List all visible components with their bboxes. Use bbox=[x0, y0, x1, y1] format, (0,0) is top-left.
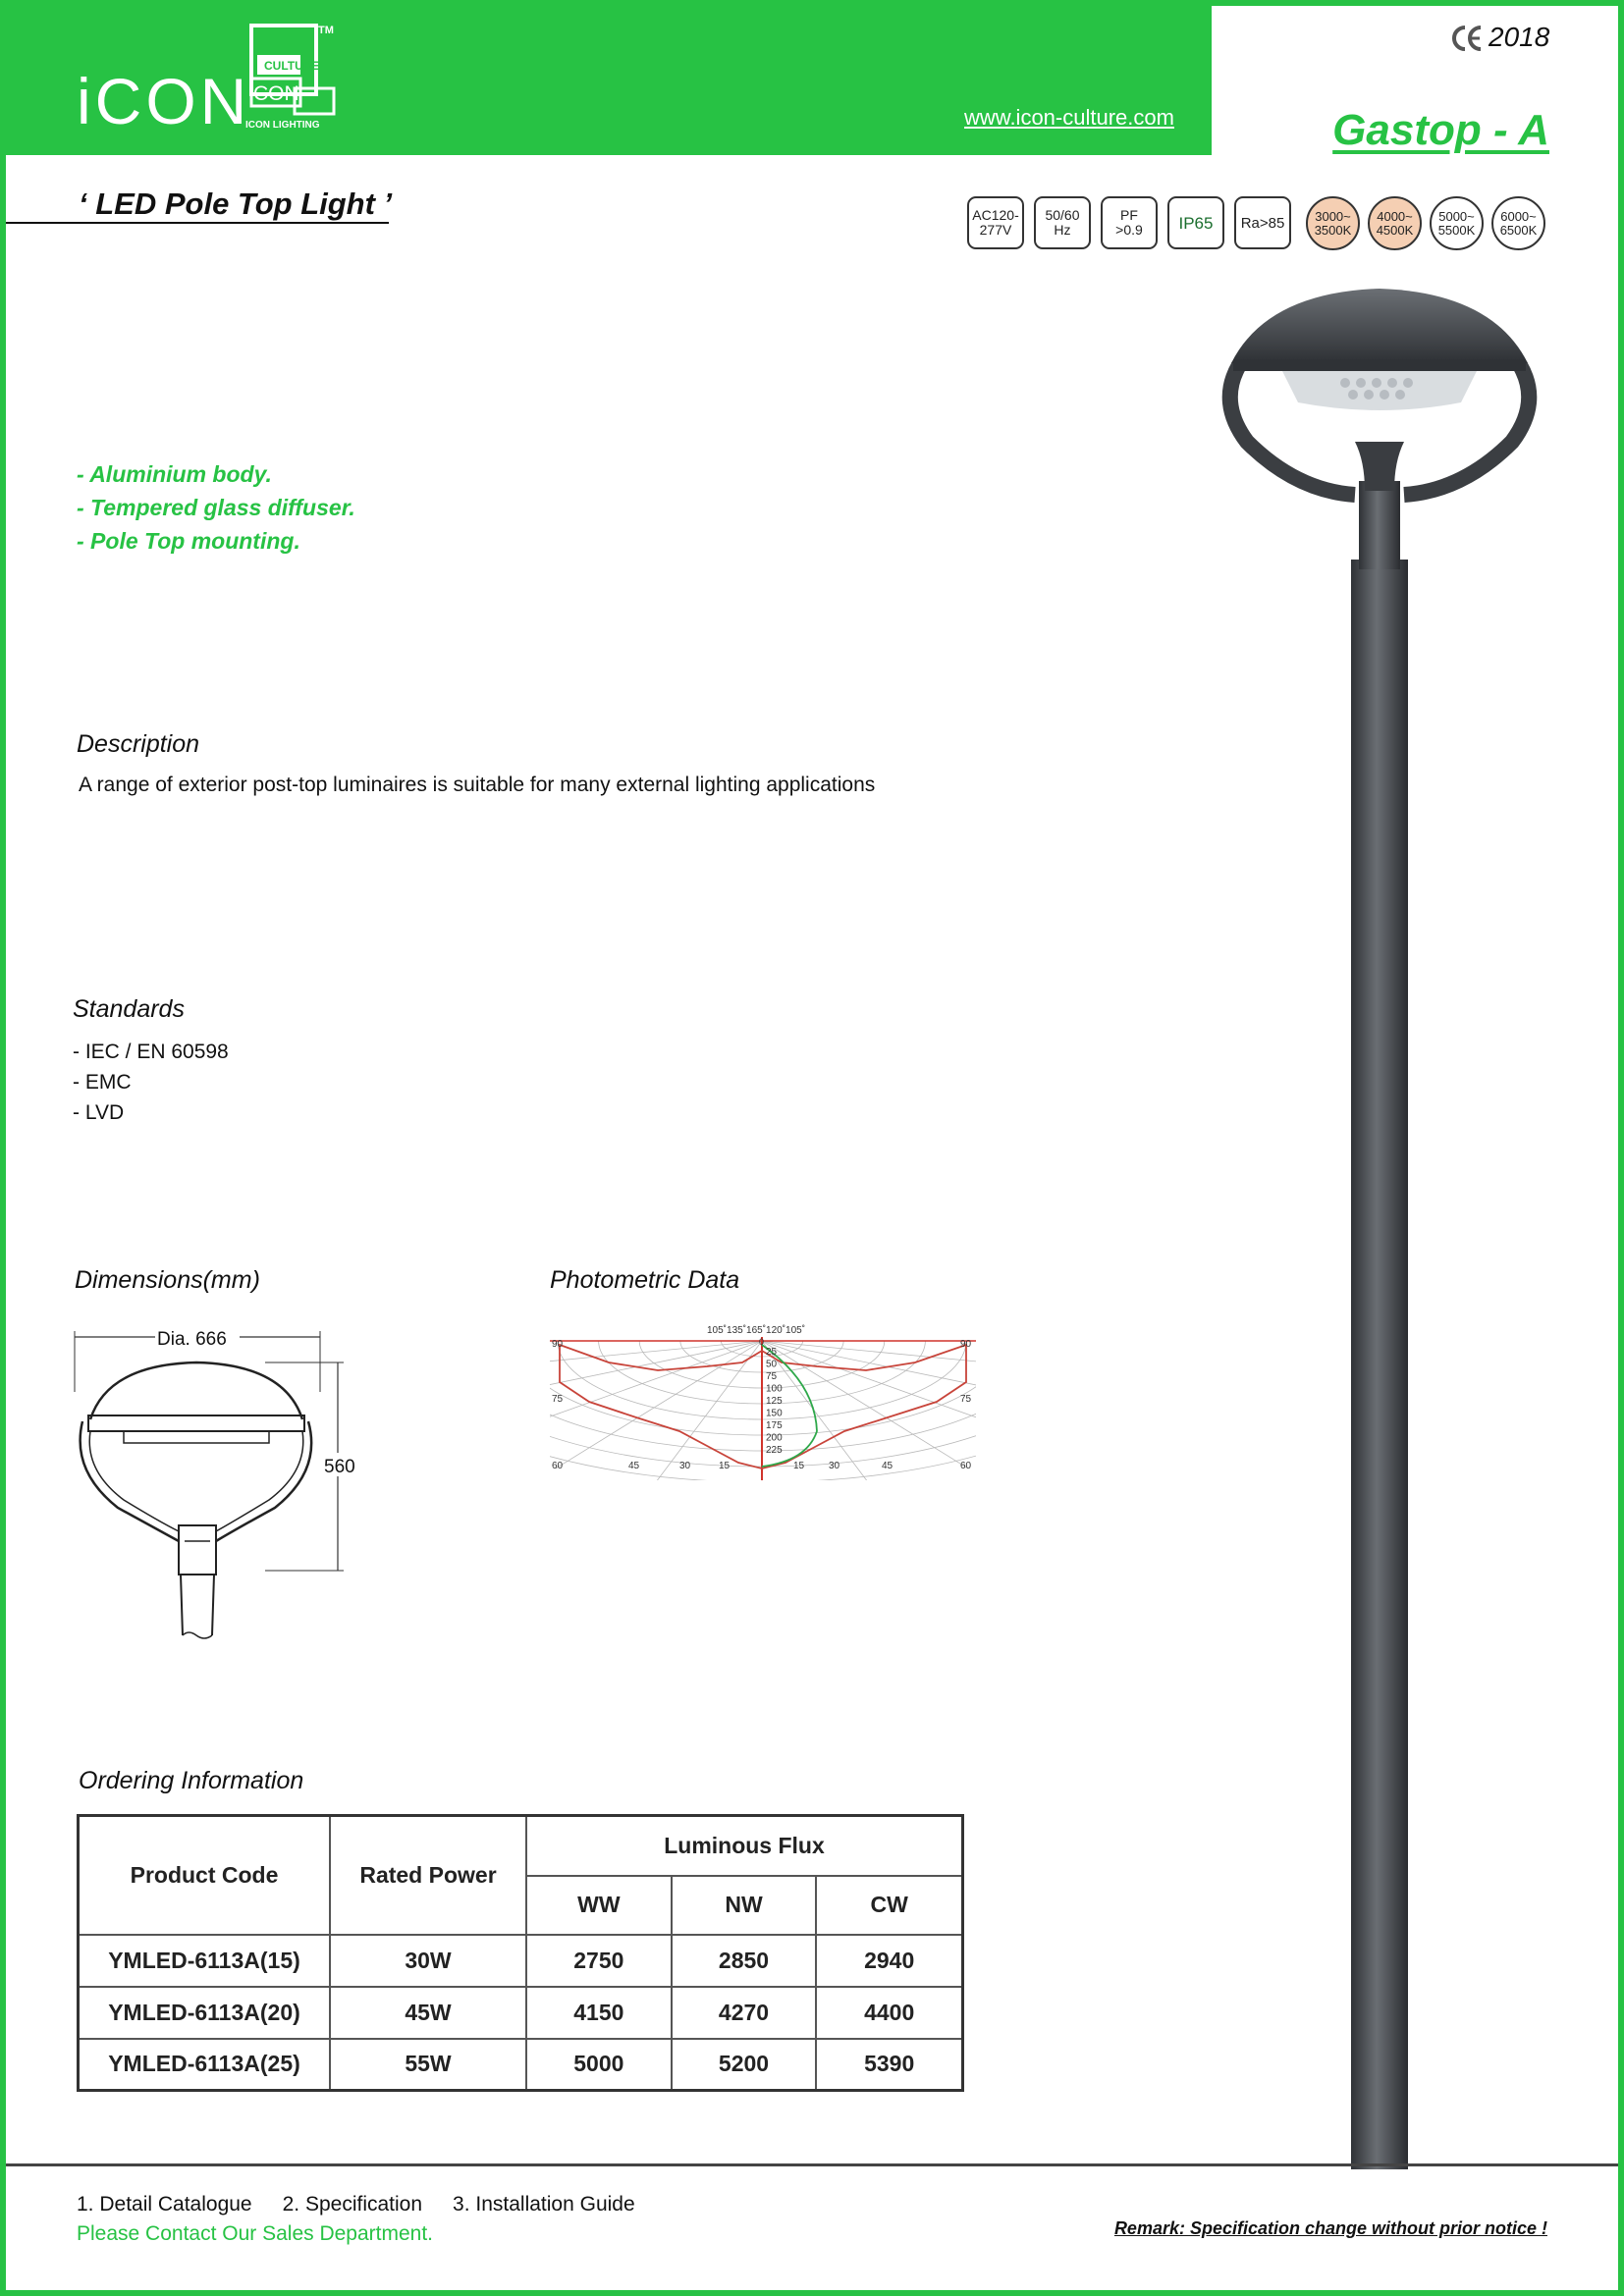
logo-tm: TM bbox=[318, 25, 334, 36]
diameter-label: Dia. 666 bbox=[157, 1329, 227, 1350]
cct-badges bbox=[1306, 196, 1545, 250]
product-pole-light-image bbox=[1208, 285, 1561, 2169]
model-name: Gastop - A bbox=[1332, 106, 1549, 154]
standard-item: - IEC / EN 60598 bbox=[73, 1041, 229, 1063]
left-angle-60: 60 bbox=[552, 1461, 564, 1471]
logo-mark-top-text: CULTURE bbox=[264, 59, 320, 73]
polar-grid-spoke bbox=[550, 1341, 762, 1445]
left-angle-75: 75 bbox=[552, 1394, 564, 1405]
col-ww: WW bbox=[526, 1876, 672, 1935]
col-rated-power: Rated Power bbox=[330, 1816, 526, 1935]
cell-code: YMLED-6113A(25) bbox=[79, 2039, 331, 2091]
polar-grid-spoke bbox=[655, 1341, 762, 1480]
logo-mark-bottom-text: ICON LIGHTING bbox=[245, 120, 320, 131]
feature-item: - Aluminium body. bbox=[77, 461, 272, 487]
top-angle-labels: 105˚135˚165˚120˚105˚ bbox=[707, 1325, 806, 1336]
voltage-badge: AC120- 277V bbox=[967, 196, 1024, 249]
bottom-angle-label: 30 bbox=[679, 1461, 691, 1471]
logo-mark-mid-text: CON bbox=[253, 82, 299, 105]
radial-value-label: 150 bbox=[766, 1408, 783, 1419]
link-installation-guide[interactable]: 3. Installation Guide bbox=[453, 2193, 635, 2216]
polar-grid-spoke bbox=[762, 1341, 968, 1468]
standards-list bbox=[73, 1037, 229, 1128]
description-heading: Description bbox=[77, 730, 200, 758]
ip-rating-badge: IP65 bbox=[1167, 196, 1224, 249]
remark-note: Remark: Specification change without prior notice ! bbox=[1113, 2218, 1547, 2238]
cct-badge-6000: 6000~ 6500K bbox=[1491, 196, 1545, 250]
cell-ww: 5000 bbox=[526, 2039, 672, 2091]
dimensions-heading: Dimensions(mm) bbox=[75, 1266, 260, 1294]
polar-grid-spoke bbox=[762, 1341, 976, 1445]
bottom-angle-label: 15 bbox=[793, 1461, 805, 1471]
cell-power: 45W bbox=[330, 1987, 526, 2039]
left-angle-90: 90 bbox=[552, 1339, 564, 1350]
ordering-table bbox=[77, 1814, 964, 2092]
photometric-heading: Photometric Data bbox=[550, 1266, 740, 1294]
cell-nw: 2850 bbox=[672, 1935, 817, 1987]
brand-logo-text: iCON bbox=[77, 65, 251, 137]
standards-heading: Standards bbox=[73, 995, 185, 1023]
website-link[interactable]: www.icon-culture.com bbox=[964, 105, 1174, 130]
cell-cw: 4400 bbox=[816, 1987, 962, 2039]
description-text: A range of exterior post-top luminaires is suitable for many external lighting applications bbox=[79, 774, 876, 796]
cell-ww: 2750 bbox=[526, 1935, 672, 1987]
dimension-drawing bbox=[69, 1323, 363, 1647]
radial-value-label: 225 bbox=[766, 1445, 783, 1456]
cell-nw: 5200 bbox=[672, 2039, 817, 2091]
right-angle-90: 90 bbox=[960, 1339, 972, 1350]
right-angle-75: 75 bbox=[960, 1394, 972, 1405]
ordering-heading: Ordering Information bbox=[79, 1767, 304, 1794]
radial-value-label: 50 bbox=[766, 1359, 778, 1370]
footer-divider bbox=[6, 2163, 1618, 2166]
cell-ww: 4150 bbox=[526, 1987, 672, 2039]
bottom-angle-label: 30 bbox=[829, 1461, 840, 1471]
table-row bbox=[79, 1935, 963, 1987]
center-label: 0 bbox=[759, 1337, 765, 1347]
ce-mark-icon bbox=[1451, 24, 1485, 53]
cri-badge: Ra>85 bbox=[1234, 196, 1291, 249]
right-angle-60: 60 bbox=[960, 1461, 972, 1471]
radial-value-label: 175 bbox=[766, 1420, 783, 1431]
brand-logo-mark bbox=[245, 22, 344, 132]
standard-item: - EMC bbox=[73, 1071, 132, 1094]
photometric-polar-chart bbox=[550, 1323, 976, 1480]
header-band bbox=[0, 0, 1212, 155]
contact-note: Please Contact Our Sales Department. bbox=[77, 2222, 434, 2245]
cell-cw: 2940 bbox=[816, 1935, 962, 1987]
title-underline bbox=[6, 222, 389, 224]
cct-badge-4000: 4000~ 4500K bbox=[1368, 196, 1422, 250]
height-label: 560 bbox=[324, 1457, 355, 1477]
polar-grid-spoke bbox=[550, 1341, 762, 1379]
radial-value-label: 125 bbox=[766, 1396, 783, 1407]
spec-badges bbox=[967, 196, 1291, 253]
cell-code: YMLED-6113A(20) bbox=[79, 1987, 331, 2039]
feature-list bbox=[77, 457, 355, 558]
catalogue-year: 2018 bbox=[1489, 22, 1550, 52]
table-row bbox=[79, 1987, 963, 2039]
cct-badge-5000: 5000~ 5500K bbox=[1430, 196, 1484, 250]
bottom-angle-label: 45 bbox=[628, 1461, 640, 1471]
link-detail-catalogue[interactable]: 1. Detail Catalogue bbox=[77, 2193, 252, 2216]
footer-links bbox=[77, 2193, 635, 2216]
cell-power: 55W bbox=[330, 2039, 526, 2091]
radial-value-label: 75 bbox=[766, 1371, 778, 1382]
col-cw: CW bbox=[816, 1876, 962, 1935]
col-luminous-flux: Luminous Flux bbox=[526, 1816, 963, 1876]
link-specification[interactable]: 2. Specification bbox=[282, 2193, 423, 2216]
bottom-angle-label: 45 bbox=[882, 1461, 893, 1471]
radial-value-label: 100 bbox=[766, 1383, 783, 1395]
polar-grid-spoke bbox=[556, 1341, 762, 1468]
power-factor-badge: PF >0.9 bbox=[1101, 196, 1158, 249]
frequency-badge: 50/60 Hz bbox=[1034, 196, 1091, 249]
cell-power: 30W bbox=[330, 1935, 526, 1987]
cell-cw: 5390 bbox=[816, 2039, 962, 2091]
radial-value-label: 25 bbox=[766, 1347, 778, 1358]
col-nw: NW bbox=[672, 1876, 817, 1935]
product-title: ‘ LED Pole Top Light ’ bbox=[79, 187, 393, 221]
radial-value-labels bbox=[766, 1347, 783, 1456]
cell-code: YMLED-6113A(15) bbox=[79, 1935, 331, 1987]
bottom-angle-label: 15 bbox=[719, 1461, 731, 1471]
standard-item: - LVD bbox=[73, 1101, 125, 1124]
radial-value-label: 200 bbox=[766, 1432, 783, 1444]
cct-badge-3000: 3000~ 3500K bbox=[1306, 196, 1360, 250]
cell-nw: 4270 bbox=[672, 1987, 817, 2039]
feature-item: - Pole Top mounting. bbox=[77, 528, 300, 554]
table-row bbox=[79, 2039, 963, 2091]
feature-item: - Tempered glass diffuser. bbox=[77, 495, 355, 520]
col-product-code: Product Code bbox=[79, 1816, 331, 1935]
